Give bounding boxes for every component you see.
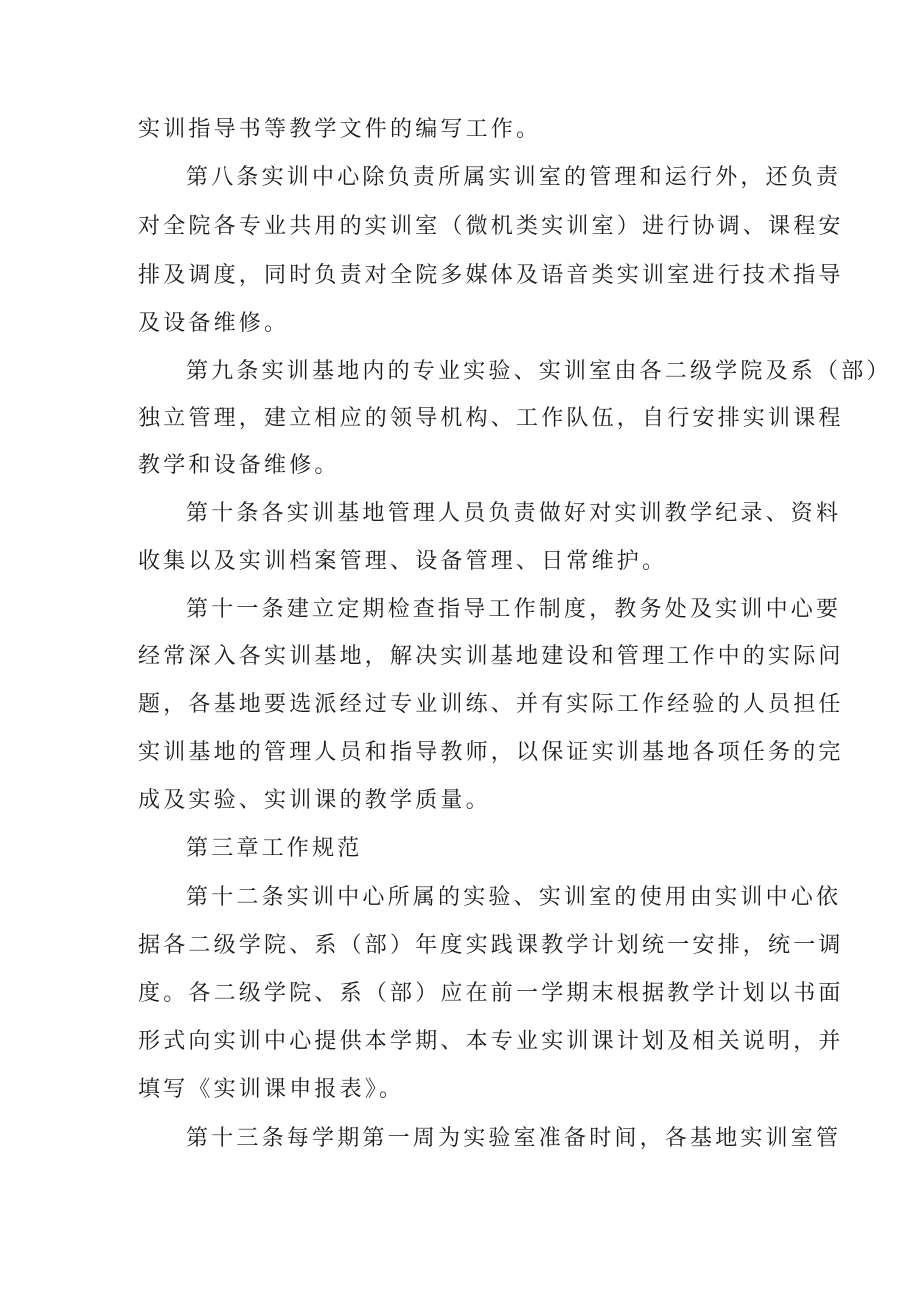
paragraph-article-13: 第十三条每学期第一周为实验室准备时间，各基地实训室管 <box>186 1126 842 1151</box>
chapter-heading: 第三章工作规范 <box>186 836 363 861</box>
text-line: 对全院各专业共用的实训室（微机类实训室）进行协调、课程安 <box>138 214 844 239</box>
paragraph-article-8: 第八条实训中心除负责所属实训室的管理和运行外，还负责 <box>186 165 842 190</box>
paragraph-article-12: 第十二条实训中心所属的实验、实训室的使用由实训中心依 <box>186 885 842 910</box>
text-line: 排及调度，同时负责对全院多媒体及语音类实训室进行技术指导 <box>138 263 844 288</box>
text-line: 据各二级学院、系（部）年度实践课教学计划统一安排，统一调 <box>138 933 844 958</box>
text-line: 实训指导书等教学文件的编写工作。 <box>138 117 542 142</box>
text-line: 及设备维修。 <box>138 311 290 336</box>
text-line: 独立管理，建立相应的领导机构、工作队伍，自行安排实训课程 <box>138 406 844 431</box>
text-line: 成及实验、实训课的教学质量。 <box>138 788 491 813</box>
paragraph-article-10: 第十条各实训基地管理人员负责做好对实训教学纪录、资料 <box>186 501 842 526</box>
text-line: 题，各基地要选派经过专业训练、并有实际工作经验的人员担任 <box>138 692 844 717</box>
text-line: 形式向实训中心提供本学期、本专业实训课计划及相关说明，并 <box>138 1029 844 1054</box>
paragraph-article-9: 第九条实训基地内的专业实验、实训室由各二级学院及系（部） <box>186 359 892 384</box>
text-line: 填写《实训课申报表》。 <box>138 1077 405 1102</box>
text-line: 度。各二级学院、系（部）应在前一学期末根据教学计划以书面 <box>138 981 844 1006</box>
text-line: 收集以及实训档案管理、设备管理、日常维护。 <box>138 549 668 574</box>
text-line: 实训基地的管理人员和指导教师，以保证实训基地各项任务的完 <box>138 740 844 765</box>
paragraph-article-11: 第十一条建立定期检查指导工作制度，教务处及实训中心要 <box>186 597 842 622</box>
text-line: 教学和设备维修。 <box>138 453 340 478</box>
text-line: 经常深入各实训基地，解决实训基地建设和管理工作中的实际问 <box>138 644 844 669</box>
